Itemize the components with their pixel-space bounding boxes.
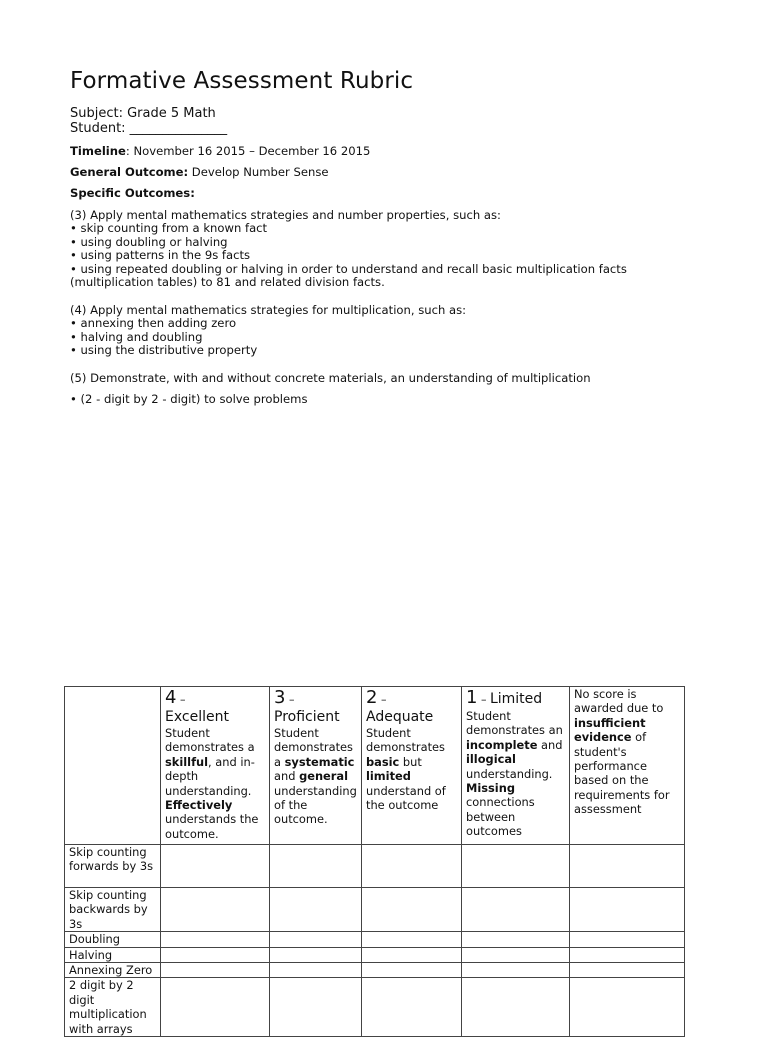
outcome-3-heading: (3) Apply mental mathematics strategies and number properties, such as: [70,208,501,222]
score-cell [362,963,462,978]
level-name: Excellent [165,709,229,725]
score-cell [270,963,362,978]
level-description: Student demonstrates a skillful, and in-depth understanding. Effectively understands the outcome. [165,726,259,841]
level-number: 4 [165,687,177,708]
table-row [65,932,685,947]
outcome-3-bullet: • using repeated doubling or halving in order to understand and recall basic multiplication facts [70,262,627,276]
level-description: Student demonstrates basic but limited understand of the outcome [366,726,446,813]
level-name: Adequate [366,709,434,725]
score-cell [570,978,685,1037]
score-cell [362,947,462,962]
score-cell [362,845,462,888]
score-cell [270,978,362,1037]
general-outcome-label: General Outcome: [70,165,189,179]
score-cell [462,888,570,932]
score-cell [362,932,462,947]
table-row [65,888,685,932]
level-3-header [270,687,362,845]
score-cell [270,947,362,962]
criterion-label: Halving [65,947,161,962]
criterion-label: Doubling [65,932,161,947]
rubric-table [64,686,685,1037]
score-cell [270,888,362,932]
score-cell [570,888,685,932]
score-cell [462,978,570,1037]
outcome-3-bullet: • using doubling or halving [70,235,228,249]
criterion-label: Skip counting forwards by 3s [65,845,161,888]
score-cell [570,845,685,888]
student-line: Student: _______________ [70,121,228,136]
score-cell [462,845,570,888]
level-dash: – [477,693,490,706]
level-number: 1 [466,687,478,708]
score-cell [161,963,270,978]
score-cell [362,978,462,1037]
score-cell [570,947,685,962]
outcome-4-bullet: • annexing then adding zero [70,316,237,330]
level-number: 3 [274,687,286,708]
specific-outcomes-label: Specific Outcomes: [70,186,195,200]
table-row [65,845,685,888]
general-outcome-line [70,166,329,180]
criterion-label: 2 digit by 2 digit multiplication with arrays [65,978,161,1037]
outcome-5-bullet: • (2 - digit by 2 - digit) to solve problems [70,392,308,406]
level-2-header [362,687,462,845]
timeline-value: : November 16 2015 – December 16 2015 [125,144,371,158]
outcome-5-heading: (5) Demonstrate, with and without concrete materials, an understanding of multiplication [70,371,591,385]
general-outcome-value: Develop Number Sense [188,165,329,179]
criterion-label: Skip counting backwards by 3s [65,888,161,932]
score-cell [270,845,362,888]
subject-line: Subject: Grade 5 Math [70,106,216,121]
score-cell [161,947,270,962]
level-dash: – [377,693,387,706]
level-description: Student demonstrates an incomplete and illogical understanding. Missing connections between outcomes [466,709,563,839]
timeline-label: Timeline [70,144,126,158]
level-description: Student demonstrates a systematic and general understanding of the outcome. [274,726,357,827]
score-cell [462,932,570,947]
outcome-3-bullet: • using patterns in the 9s facts [70,248,251,262]
outcome-4-bullet: • using the distributive property [70,343,258,357]
score-cell [161,845,270,888]
outcome-3-bullet: • skip counting from a known fact [70,221,268,235]
level-number: 2 [366,687,378,708]
level-dash: – [285,693,295,706]
score-cell [462,963,570,978]
level-name: Limited [489,691,543,707]
level-4-header [161,687,270,845]
score-cell [462,947,570,962]
criterion-label: Annexing Zero [65,963,161,978]
page-title: Formative Assessment Rubric [70,68,414,94]
score-cell [161,932,270,947]
outcome-4-bullet: • halving and doubling [70,330,203,344]
timeline-line [70,145,370,159]
rubric-header-blank [65,687,161,845]
score-cell [161,978,270,1037]
level-dash: – [176,693,186,706]
no-score-header [570,687,685,845]
table-row [65,978,685,1037]
outcome-4-heading: (4) Apply mental mathematics strategies for multiplication, such as: [70,303,467,317]
level-name: Proficient [274,709,340,725]
score-cell [161,888,270,932]
table-row [65,947,685,962]
level-1-header [462,687,570,845]
score-cell [362,888,462,932]
table-row [65,963,685,978]
outcome-3-bullet: (multiplication tables) to 81 and related division facts. [70,275,385,289]
score-cell [570,932,685,947]
score-cell [270,932,362,947]
no-score-description: No score is awarded due to insufficient evidence of student's performance based on the requirements for assessment [574,687,670,817]
rubric-header-row [65,687,685,845]
score-cell [570,963,685,978]
